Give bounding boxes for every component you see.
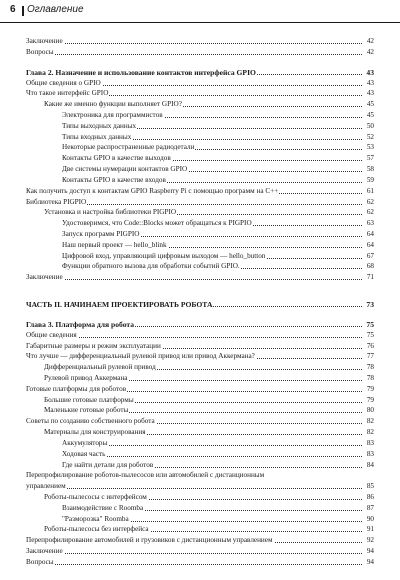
toc-entry-page: 78	[366, 363, 374, 372]
toc-entry-page: 45	[366, 100, 374, 109]
toc-entry-page: 77	[366, 352, 374, 361]
toc-entry-page: 64	[366, 240, 374, 249]
toc-entry	[0, 121, 400, 132]
toc-entry-page: 85	[366, 482, 374, 491]
toc-entry-page: 61	[366, 186, 374, 195]
toc-leader-dots	[26, 488, 362, 489]
toc-leader-dots	[26, 43, 362, 44]
toc-entry	[0, 251, 400, 262]
toc-entry	[0, 207, 400, 218]
toc-entry-page: 94	[366, 547, 374, 556]
toc-entry-title: Заключение	[26, 273, 63, 282]
toc-entry-title: Две системы нумерации контактов GPIO	[62, 165, 188, 173]
toc-entry-page: 64	[366, 229, 374, 238]
toc-entry-page: 83	[366, 449, 374, 458]
toc-entry	[0, 557, 400, 568]
toc-entry-title: Готовые платформы для роботов	[26, 384, 127, 393]
toc-entry-page: 78	[366, 374, 374, 382]
toc-entry-title: Установка и настройка библиотеки PIGPIO	[44, 208, 177, 217]
toc-entry	[0, 132, 400, 143]
toc-entry-title: Что лучше — дифференциальный рулевой привод или привод Аккермана?	[26, 352, 255, 361]
toc-entry-title: Некоторые распространенные радиодетали	[62, 143, 195, 152]
toc-entry-title: Заключение	[26, 37, 63, 45]
toc-entry	[0, 492, 400, 503]
toc-entry	[0, 405, 400, 416]
toc-entry-title: Габаритные размеры и режим эксплуатации	[26, 341, 161, 350]
toc-entry-page: 62	[366, 197, 374, 206]
toc-entry-page: 42	[366, 37, 374, 45]
toc-entry-title: Запуск программ PIGPIO	[62, 229, 140, 238]
toc-entry-page: 92	[366, 536, 374, 545]
toc-entry	[0, 47, 400, 58]
toc-entry-page: 68	[366, 262, 374, 271]
toc-entry	[0, 186, 400, 197]
toc-entry-title: Советы по созданию собственного робота	[26, 417, 155, 426]
toc-entry-page: 42	[366, 47, 374, 56]
toc-entry	[0, 229, 400, 240]
toc-entry-title: Глава 3. Платформа для робота	[26, 319, 135, 329]
toc-entry-title: Взаимодействие с Roomba	[62, 503, 144, 512]
toc-entry-title: Библиотека PIGPIO	[26, 197, 87, 206]
toc-entry-title: Дифференциальный рулевой привод	[44, 363, 156, 372]
toc-entry-page: 53	[366, 143, 374, 152]
toc-entry-title: Типы входных данных	[62, 132, 132, 141]
header-rule	[0, 22, 400, 23]
toc-entry-title: Материалы для конструирования	[44, 428, 146, 437]
toc-entry-title: Удостоверимся, что Code::Blocks может обращаться к PIGPIO	[62, 219, 252, 228]
toc-entry	[0, 67, 400, 78]
toc-entry-page: 43	[366, 89, 374, 98]
toc-entry-page: 43	[366, 78, 374, 87]
toc-entry	[0, 164, 400, 175]
toc-entry-title: Перепрофилирование роботов-пылесосов или автомобилей с дистанционным	[26, 471, 265, 480]
toc-leader-dots	[26, 553, 362, 554]
toc-entry	[0, 341, 400, 352]
toc-leader-dots	[26, 54, 362, 55]
toc-entry-page: 43	[366, 67, 374, 77]
toc-entry-title: Заключение	[26, 547, 63, 556]
toc-entry	[0, 142, 400, 153]
toc-entry-title: Аккумуляторы	[62, 438, 108, 447]
toc-entry-title: Контакты GPIO в качестве входов	[62, 175, 166, 184]
toc-entry	[0, 524, 400, 535]
toc-entry	[0, 470, 400, 481]
toc-entry-page: 57	[366, 154, 374, 163]
toc-entry-title: Общие сведения	[26, 330, 77, 339]
toc-entry-title: ЧАСТЬ II. НАЧИНАЕМ ПРОЕКТИРОВАТЬ РОБОТА	[26, 300, 213, 309]
toc-entry-page: 52	[366, 132, 374, 141]
toc-leader-dots	[26, 279, 362, 280]
toc-entry-page: 45	[366, 110, 374, 119]
toc-entry-page: 90	[366, 514, 374, 523]
toc-entry-title: Вопросы	[26, 47, 54, 56]
toc-entry	[0, 261, 400, 272]
toc-entry	[0, 78, 400, 89]
toc-entry-title: Электроника для программистов	[62, 110, 163, 119]
toc-entry	[0, 384, 400, 395]
toc-entry-title: Как получить доступ к контактам GPIO Raspberry Pi с помощью программ на С++	[26, 186, 279, 195]
toc-entry	[0, 535, 400, 546]
toc-entry	[0, 416, 400, 427]
toc-entry	[0, 319, 400, 330]
toc-entry	[0, 153, 400, 164]
toc-entry-title: Рулевой привод Аккермана	[44, 374, 128, 382]
toc-entry-title: Контакты GPIO в качестве выходов	[62, 154, 171, 163]
toc-entry-page: 86	[366, 493, 374, 501]
toc-entry-title: Общие сведения о GPIO	[26, 78, 101, 87]
toc-entry-page: 79	[366, 384, 374, 393]
toc-entry-page: 83	[366, 438, 374, 447]
header-title: Оглавление	[27, 4, 84, 15]
toc-leader-dots	[62, 456, 362, 457]
toc-entry	[0, 36, 400, 47]
toc-entry-page: 58	[366, 165, 374, 173]
toc-entry	[0, 330, 400, 341]
toc-entry-title: управлением	[26, 482, 66, 491]
toc-entry-title: Где найти детали для роботов	[62, 460, 154, 469]
toc-entry-page: 75	[366, 319, 374, 329]
toc-entry-title: Функции обратного вызова для обработки событий GPIO.	[62, 262, 240, 271]
toc-entry-title: Что такое интерфейс GPIO	[26, 89, 109, 98]
toc-entry	[0, 514, 400, 525]
toc-entry-title: Ходовая часть	[62, 449, 106, 458]
toc-entry	[0, 481, 400, 492]
toc-entry	[0, 88, 400, 99]
toc-entry-title: Большие готовые платформы	[44, 395, 134, 404]
toc-entry	[0, 449, 400, 460]
toc-entry	[0, 546, 400, 557]
toc-entry-title: Типы выходных данных	[62, 121, 137, 130]
toc-entry-page: 82	[366, 428, 374, 437]
toc-entry-page: 79	[366, 395, 374, 404]
toc-entry	[0, 197, 400, 208]
toc-entry-page: 59	[366, 175, 374, 184]
toc-entry-page: 84	[366, 460, 374, 469]
toc-entry-title: Цифровой вход, управляющий цифровым выходом — hello_button	[62, 251, 266, 260]
toc-entry	[0, 460, 400, 471]
toc-entry	[0, 99, 400, 110]
toc-entry-page: 67	[366, 251, 374, 260]
toc-entry-page: 94	[366, 557, 374, 566]
toc-entry-page: 82	[366, 417, 374, 426]
toc-entry-page: 87	[366, 503, 374, 512]
toc-entry-page: 63	[366, 219, 374, 228]
toc-entry	[0, 110, 400, 121]
page-number: 6	[10, 4, 16, 15]
toc-entry-title: Роботы-пылесосы с интерфейсом	[44, 493, 147, 501]
toc-entry	[0, 218, 400, 229]
toc-entry	[0, 373, 400, 384]
toc-entry-page: 62	[366, 208, 374, 217]
toc-entry	[0, 503, 400, 514]
toc-entry	[0, 362, 400, 373]
toc-entry	[0, 240, 400, 251]
toc-entry	[0, 427, 400, 438]
toc-entry-title: Глава 2. Назначение и использование контактов интерфейса GPIO	[26, 67, 256, 77]
toc-entry	[0, 299, 400, 310]
toc-entry-page: 91	[366, 525, 374, 534]
toc-entry	[0, 272, 400, 283]
toc-entry	[0, 175, 400, 186]
toc-entry-title: Перепрофилирование автомобилей и грузовиков с дистанционным управлением	[26, 536, 273, 545]
toc-entry	[0, 351, 400, 362]
toc-entry-page: 50	[366, 121, 374, 130]
running-header	[0, 0, 400, 24]
toc-entry	[0, 395, 400, 406]
toc-entry-page: 80	[366, 406, 374, 415]
toc-entry-title: "Разморозка" Roomba	[62, 514, 129, 523]
toc-entry	[0, 438, 400, 449]
toc-entry-title: Вопросы	[26, 557, 54, 566]
toc-entry-title: Наш первый проект — hello_blink	[62, 240, 167, 249]
toc-entry-title: Роботы-пылесосы без интерфейса	[44, 525, 149, 534]
toc-entry-title: Маленькие готовые роботы	[44, 406, 129, 415]
toc-entry-page: 75	[366, 330, 374, 339]
header-separator	[22, 6, 24, 16]
toc-entry-page: 76	[366, 341, 374, 350]
toc-entry-page: 71	[366, 273, 374, 282]
toc-entry-page: 73	[366, 300, 374, 309]
toc-leader-dots	[26, 564, 362, 565]
toc-entry-title: Какие же именно функции выполняет GPIO?	[44, 100, 182, 109]
